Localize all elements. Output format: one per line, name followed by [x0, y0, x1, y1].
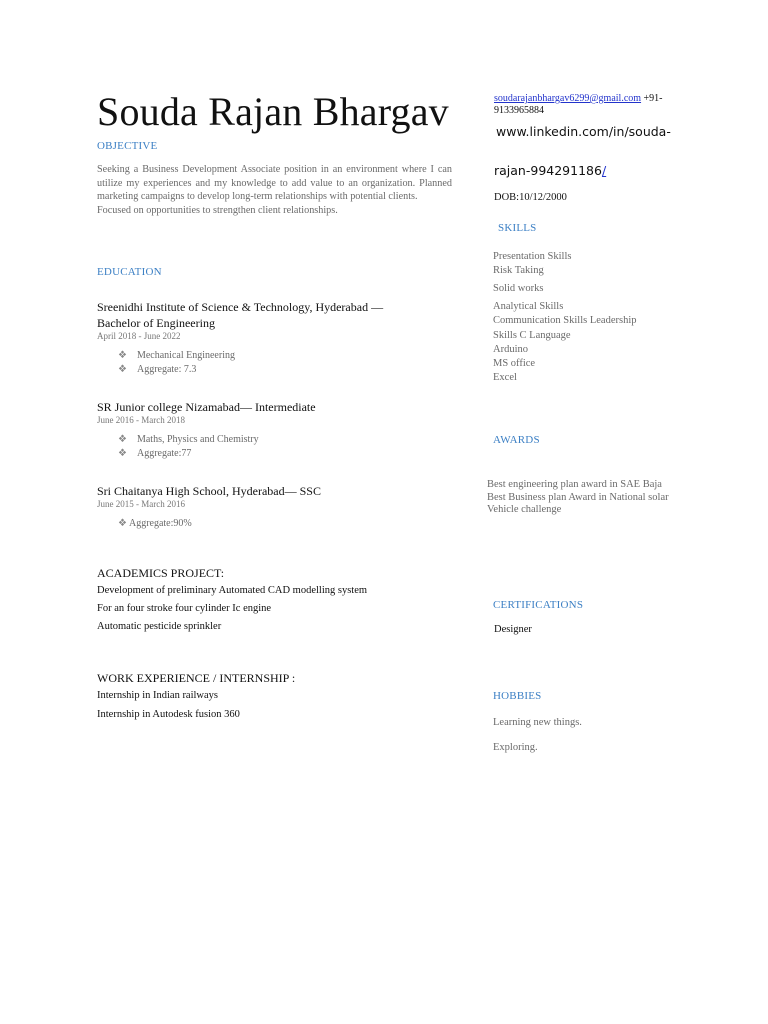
- date-of-birth: DOB:10/12/2000: [494, 192, 567, 203]
- skill-item: MS office: [493, 358, 536, 369]
- objective-paragraph: [97, 163, 452, 217]
- awards-heading: AWARDS: [493, 434, 540, 446]
- skill-item: Arduino: [493, 344, 528, 355]
- work-item: Internship in Indian railways: [97, 690, 219, 701]
- linkedin-line-1[interactable]: www.linkedin.com/in/souda-: [496, 124, 671, 139]
- diamond-bullet-icon: ❖: [118, 434, 127, 445]
- degree-name: Bachelor of Engineering: [97, 316, 215, 330]
- education-bullet: ❖ Maths, Physics and Chemistry: [118, 434, 259, 445]
- certification-item: Designer: [494, 624, 532, 635]
- hobby-item: Exploring.: [493, 742, 538, 753]
- education-entry-1: [97, 299, 457, 341]
- diamond-bullet-icon: ❖: [118, 448, 127, 459]
- email-link[interactable]: soudarajanbhargav6299@gmail.com: [494, 93, 642, 104]
- school-name: Sreenidhi Institute of Science & Technology, Hyderabad —: [97, 300, 384, 314]
- skill-item: Analytical Skills: [493, 301, 564, 312]
- diamond-bullet-icon: ❖: [118, 350, 127, 361]
- hobby-item: Learning new things.: [493, 717, 582, 728]
- education-date: June 2016 - March 2018: [97, 415, 185, 425]
- diamond-bullet-icon: ❖: [118, 518, 127, 529]
- school-name: Sri Chaitanya High School, Hyderabad— SSC: [97, 484, 321, 498]
- education-bullet: ❖ Aggregate: 7.3: [118, 364, 197, 375]
- education-bullet: ❖ Aggregate:90%: [118, 518, 192, 529]
- school-name: SR Junior college Nizamabad— Intermediate: [97, 400, 316, 414]
- education-date: June 2015 - March 2016: [97, 499, 185, 509]
- work-heading: WORK EXPERIENCE / INTERNSHIP :: [97, 671, 296, 685]
- phone-prefix: +91-: [643, 93, 663, 104]
- objective-text-line2: Focused on opportunities to strengthen client relationships.: [97, 204, 338, 216]
- education-bullet: ❖ Mechanical Engineering: [118, 350, 235, 361]
- skill-item: Presentation Skills: [493, 251, 572, 262]
- diamond-bullet-icon: ❖: [118, 364, 127, 375]
- education-entry-2: [97, 399, 457, 425]
- project-item: For an four stroke four cylinder Ic engine: [97, 603, 272, 614]
- skill-item: Excel: [493, 372, 517, 383]
- objective-heading: OBJECTIVE: [97, 140, 158, 152]
- linkedin-line-2[interactable]: [494, 163, 606, 178]
- certifications-heading: CERTIFICATIONS: [493, 599, 584, 611]
- skill-item: Solid works: [493, 283, 544, 294]
- award-item: Best engineering plan award in SAE Baja: [487, 479, 662, 490]
- education-entry-3: [97, 483, 457, 509]
- linkedin-slash[interactable]: /: [601, 163, 607, 178]
- contact-email-phone: [494, 93, 663, 117]
- skills-heading: SKILLS: [498, 222, 537, 234]
- linkedin-handle[interactable]: rajan-994291186: [494, 163, 602, 178]
- award-item: Best Business plan Award in National solar: [487, 492, 669, 503]
- hobbies-heading: HOBBIES: [493, 690, 542, 702]
- resume-name: Souda Rajan Bhargav: [97, 89, 449, 134]
- work-item: Internship in Autodesk fusion 360: [97, 709, 240, 720]
- phone-number: 9133965884: [494, 105, 544, 116]
- skill-item: Risk Taking: [493, 265, 544, 276]
- skill-item: Skills C Language: [493, 330, 571, 341]
- education-heading: EDUCATION: [97, 266, 162, 278]
- education-date: April 2018 - June 2022: [97, 331, 181, 341]
- project-item: Automatic pesticide sprinkler: [97, 621, 222, 632]
- objective-text: Seeking a Business Development Associate position in an environment where I can utilize my experiences and my knowledge to add value to an organization. Planned marketing campaigns to develop long-term relationships with potential clients.: [97, 164, 452, 203]
- project-item: Development of preliminary Automated CAD modelling system: [97, 585, 368, 596]
- education-bullet: ❖ Aggregate:77: [118, 448, 192, 459]
- projects-heading: ACADEMICS PROJECT:: [97, 566, 225, 580]
- skill-item: Communication Skills Leadership: [493, 315, 637, 326]
- award-item: Vehicle challenge: [487, 504, 562, 515]
